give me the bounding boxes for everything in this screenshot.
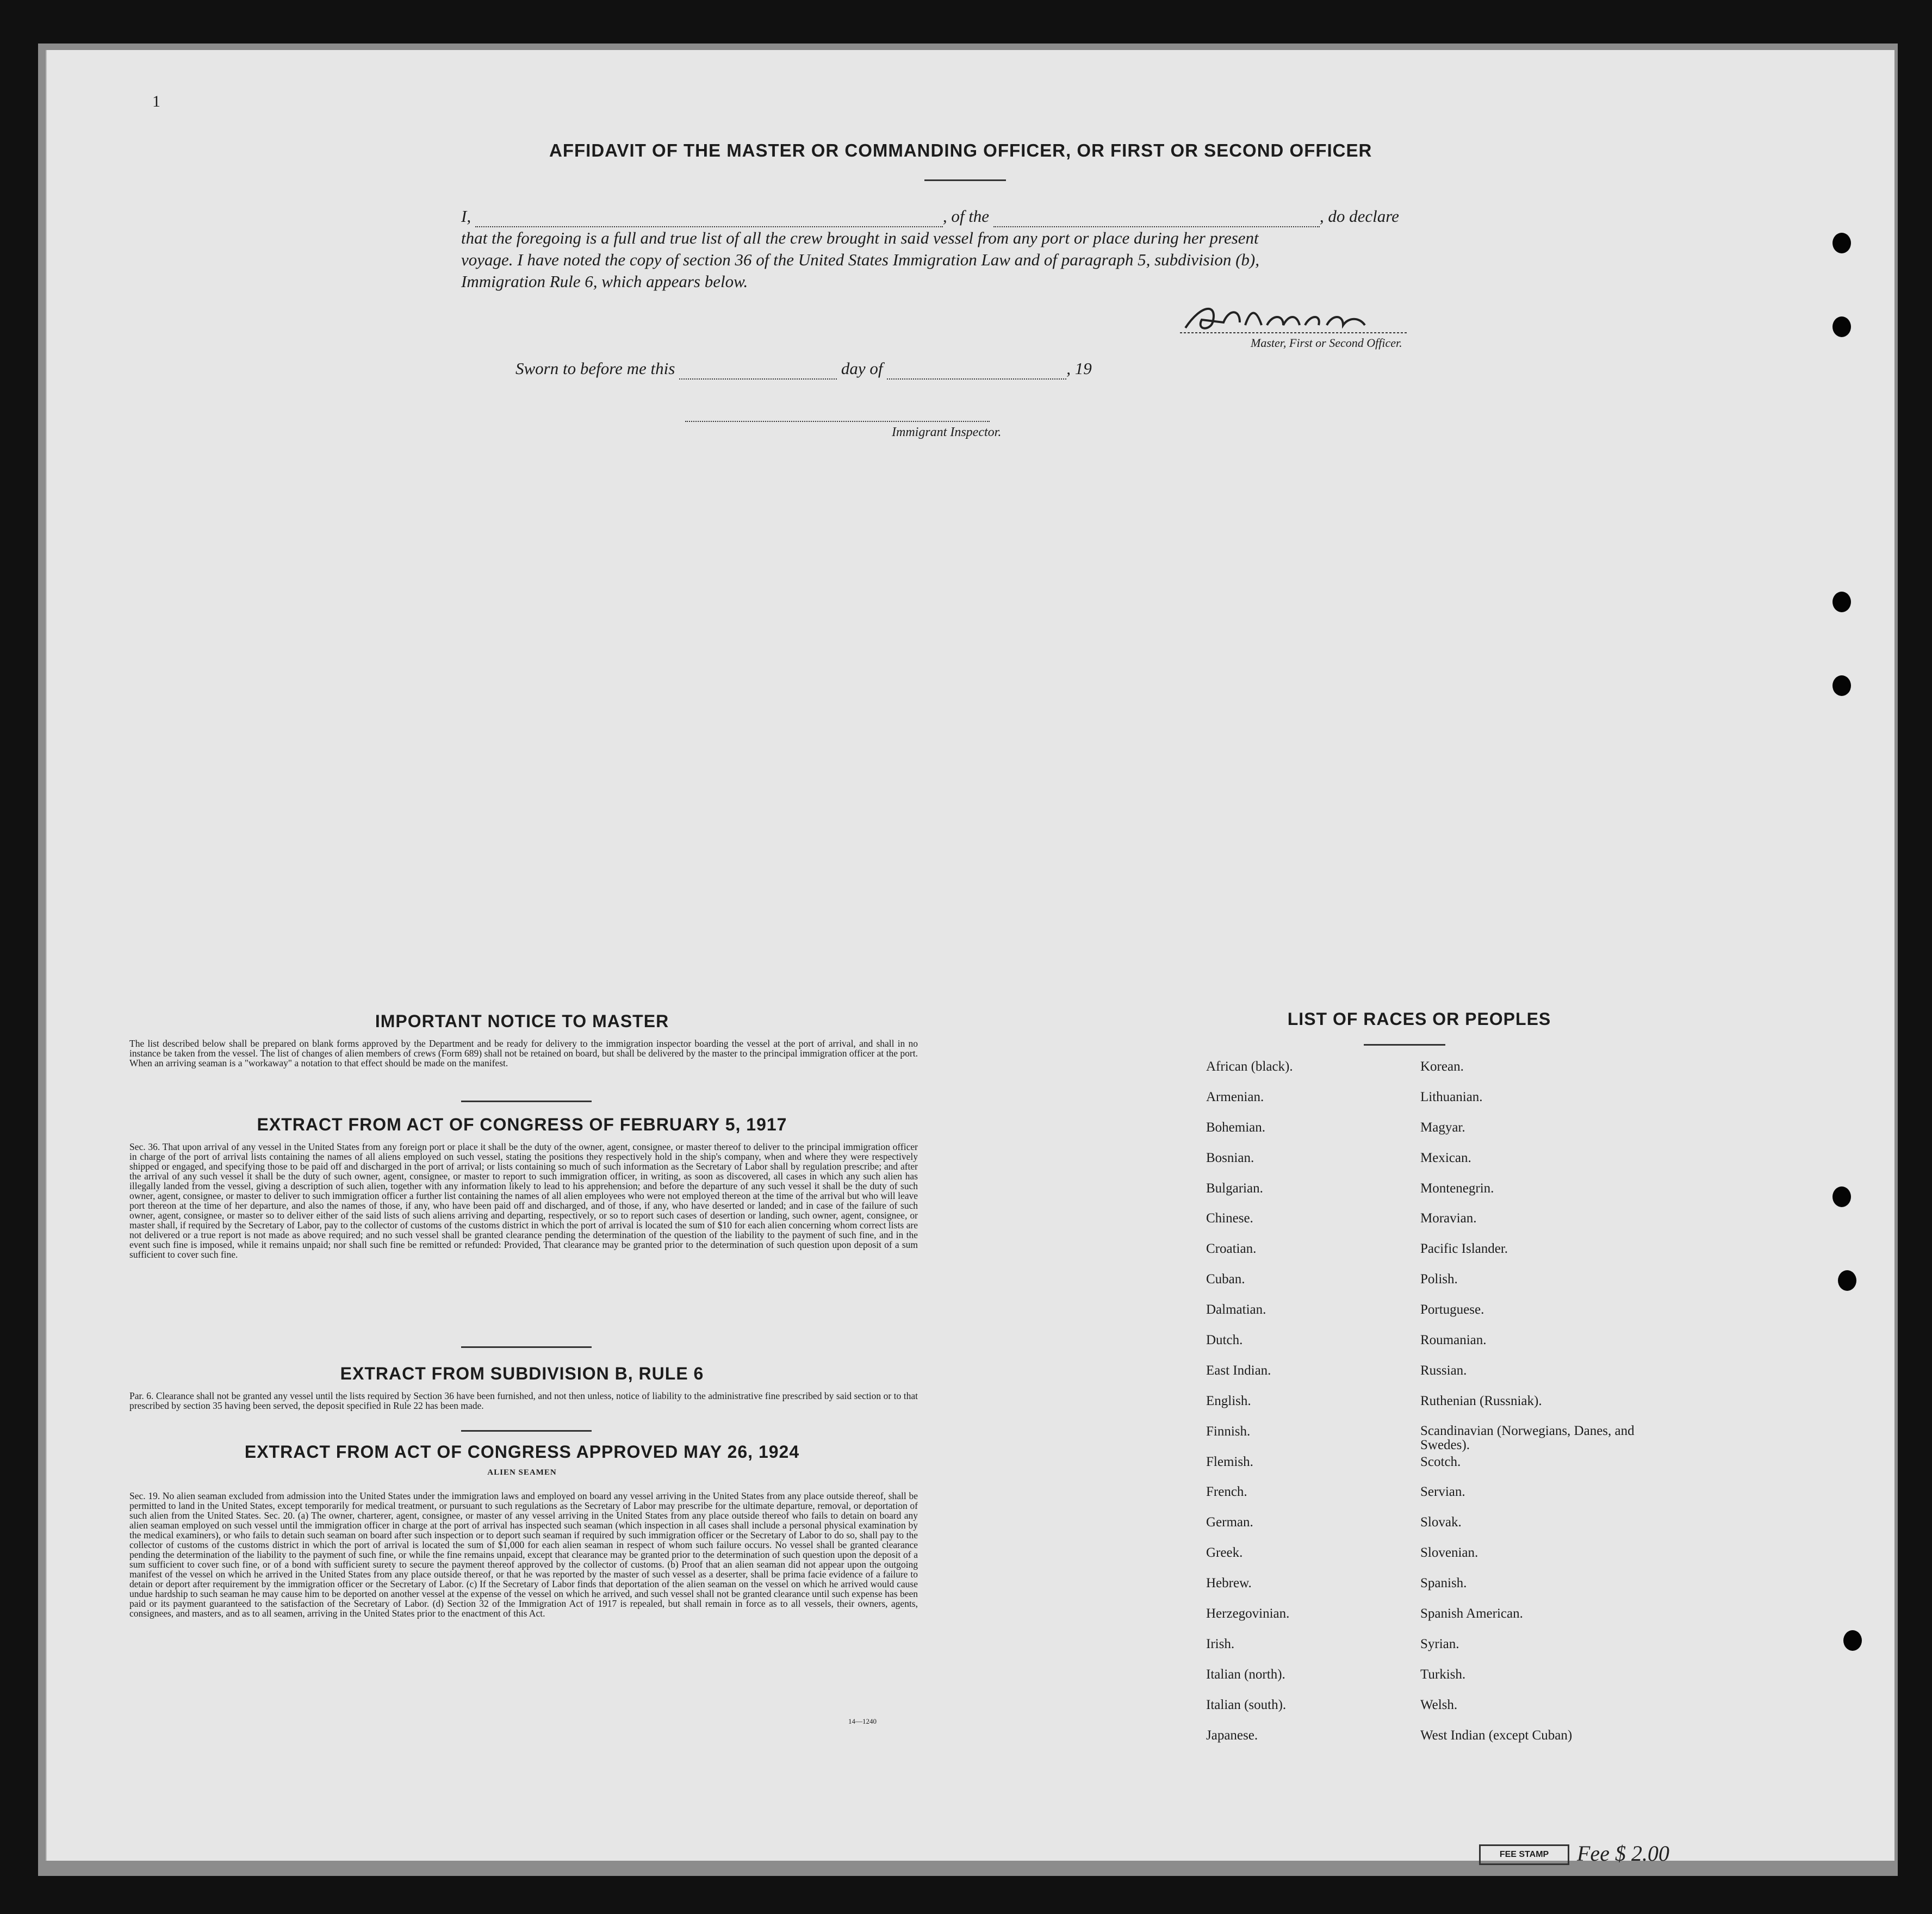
race-item: Polish. xyxy=(1420,1272,1458,1287)
race-item: African (black). xyxy=(1206,1059,1293,1074)
race-item: Welsh. xyxy=(1420,1697,1458,1712)
divider xyxy=(461,1101,592,1102)
declaration-line-4: Immigration Rule 6, which appears below. xyxy=(461,272,748,291)
punch-hole xyxy=(1832,1186,1851,1207)
race-item: Cuban. xyxy=(1206,1272,1245,1287)
race-item: Bulgarian. xyxy=(1206,1180,1263,1196)
punch-hole xyxy=(1832,233,1851,253)
punch-hole xyxy=(1832,316,1851,337)
signature-caption: Master, First or Second Officer. xyxy=(1251,336,1402,350)
declaration-line-2: that the foregoing is a full and true list of all the crew brought in said vessel from any port or place during her present xyxy=(461,228,1259,247)
declarant-label: I, xyxy=(461,207,471,226)
race-item: French. xyxy=(1206,1484,1247,1500)
race-item: Mexican. xyxy=(1420,1150,1471,1165)
inspector-signature-field[interactable] xyxy=(685,406,990,422)
race-item: Dalmatian. xyxy=(1206,1302,1266,1318)
race-item: Greek. xyxy=(1206,1545,1243,1561)
race-item: Montenegrin. xyxy=(1420,1180,1494,1196)
race-item: Croatian. xyxy=(1206,1241,1257,1257)
extract-1917-title: EXTRACT FROM ACT OF CONGRESS OF FEBRUARY 5, 1917 xyxy=(257,1115,787,1134)
race-item: Servian. xyxy=(1420,1484,1465,1500)
race-item: Slovenian. xyxy=(1420,1545,1478,1561)
race-item: German. xyxy=(1206,1515,1253,1530)
declarant-name-field[interactable] xyxy=(475,211,943,227)
race-item: Herzegovinian. xyxy=(1206,1606,1290,1621)
divider xyxy=(461,1346,592,1348)
race-item: Finnish. xyxy=(1206,1424,1251,1439)
race-item: Syrian. xyxy=(1420,1636,1459,1651)
race-item: Korean. xyxy=(1420,1059,1464,1074)
sworn-day-field[interactable] xyxy=(679,363,837,380)
race-item: Hebrew. xyxy=(1206,1576,1252,1591)
race-item: Scandinavian (Norwegians, Danes, and Swedes). xyxy=(1420,1423,1635,1452)
race-item: Spanish American. xyxy=(1420,1606,1523,1621)
master-signature xyxy=(1180,298,1408,336)
day-of-label: day of xyxy=(841,359,883,378)
extract-1924-subtitle: ALIEN SEAMEN xyxy=(487,1468,557,1477)
inspector-label: Immigrant Inspector. xyxy=(892,425,1002,439)
race-item: Chinese. xyxy=(1206,1211,1253,1226)
race-item: Bohemian. xyxy=(1206,1120,1266,1135)
race-item: Armenian. xyxy=(1206,1089,1264,1104)
notice-body: The list described below shall be prepared on blank forms approved by the Department and be ready for delivery to the immigration inspector boarding the vessel at the port of arrival, and shall in no instance be taken from the vessel. The list of changes of alien members of crews (Form 689) shall not be retained on board, but shall be delivered by the master to the principal immigration officer at the port. When an arriving seaman is a "workaway" a notation to that effect should be made on the manifest. xyxy=(129,1038,918,1068)
race-item: English. xyxy=(1206,1393,1251,1408)
sworn-line xyxy=(515,358,1549,380)
races-title: LIST OF RACES OR PEOPLES xyxy=(1287,1009,1551,1029)
race-item: Russian. xyxy=(1420,1363,1467,1378)
declaration-line-1 xyxy=(461,206,1494,227)
punch-hole xyxy=(1838,1270,1856,1291)
punch-hole xyxy=(1843,1630,1862,1651)
race-item: Lithuanian. xyxy=(1420,1089,1483,1104)
notice-title: IMPORTANT NOTICE TO MASTER xyxy=(375,1011,669,1031)
fee-stamp: FEE STAMP xyxy=(1479,1844,1569,1865)
extract-1924-title: EXTRACT FROM ACT OF CONGRESS APPROVED MAY 26, 1924 xyxy=(244,1442,800,1462)
race-item: Italian (north). xyxy=(1206,1667,1285,1682)
race-item: West Indian (except Cuban) xyxy=(1420,1727,1573,1743)
race-item: Ruthenian (Russniak). xyxy=(1420,1393,1542,1408)
divider xyxy=(924,179,1006,181)
race-item: Bosnian. xyxy=(1206,1150,1254,1165)
corner-mark: 1 xyxy=(152,92,160,110)
form-number: 14—1240 xyxy=(848,1717,877,1725)
vessel-label: , of the xyxy=(942,207,990,226)
race-item: East Indian. xyxy=(1206,1363,1271,1378)
race-item: Slovak. xyxy=(1420,1515,1462,1530)
race-item: Spanish. xyxy=(1420,1576,1467,1591)
races-right-column xyxy=(1420,1059,1638,1758)
fee-handwritten: Fee $ 2.00 xyxy=(1577,1841,1669,1866)
year-label: , 19 xyxy=(1066,359,1092,378)
race-item: Moravian. xyxy=(1420,1211,1477,1226)
punch-hole xyxy=(1832,675,1851,696)
declare-label: , do declare xyxy=(1319,207,1399,226)
race-item: Pacific Islander. xyxy=(1420,1241,1508,1257)
race-item: Irish. xyxy=(1206,1636,1235,1651)
race-item: Roumanian. xyxy=(1420,1333,1487,1348)
divider xyxy=(461,1430,592,1432)
sworn-label: Sworn to before me this xyxy=(515,359,675,378)
rule6-title: EXTRACT FROM SUBDIVISION B, RULE 6 xyxy=(340,1364,704,1383)
declaration-line-3: voyage. I have noted the copy of section 36 of the United States Immigration Law and of paragraph 5, subdivision (b), xyxy=(461,250,1259,269)
race-item: Turkish. xyxy=(1420,1667,1466,1682)
race-item: Italian (south). xyxy=(1206,1697,1287,1712)
extract-1917-body: Sec. 36. That upon arrival of any vessel in the United States from any foreign port or place it shall be the duty of the owner, agent, consignee, or master thereof to deliver to the principal immigration officer in charge of the port of arrival lists containing the names of all aliens employed on such vessel, stating the positions they respectively hold in the ship's company, when and where they were respectively shipped or engaged, and specifying those to be paid off and discharged in the port of arrival; or lists containing so much of such information as the Secretary of Labor shall by regulation prescribe; and after the arrival of any such vessel it shall be the duty of such owner, agent, consignee, or master to report to such immigration officer, in writing, as soon as discovered, all cases in which any such alien has illegally landed from the vessel, giving a description of such alien, together with any information likely to lead to his apprehension; and before the departure of any such vessel it shall be the duty of such owner, agent, consignee, or master to deliver to such immigration officer a further list containing the names of all alien employees who were not employed thereon at the time of the arrival but who will leave port thereon at the time of her departure, and also the names of those, if any, who have been paid off and discharged, and of those, if any, who have deserted or landed; and in case of the failure of such owner, agent, consignee, or master so to deliver either of the said lists of such aliens arriving and departing, respectively, or so to report such cases of desertion or landing, such owner, agent, consignee, or master shall, if required by the Secretary of Labor, pay to the collector of customs of the customs district in which the port of arrival is located the sum of $10 for each alien concerning whom correct lists are not delivered or a true report is not made as above required; and no such vessel shall be granted clearance pending the determination of the question of the liability to the payment of such fine, and in the event such fine is imposed, while it remains unpaid; nor shall such fine be remitted or refunded: Provided, That clearance may be granted prior to the determination of such question upon deposit of a sum sufficient to cover such fine. xyxy=(129,1141,918,1260)
extract-1924-body: Sec. 19. No alien seaman excluded from admission into the United States under the immigration laws and employed on board any vessel arriving in the United States from any place outside thereof, shall be permitted to land in the United States, except temporarily for medical treatment, or pursuant to such regulations as the Secretary of Labor may prescribe for the ultimate departure, removal, or deportation of such alien from the United States. Sec. 20. (a) The owner, charterer, agent, consignee, or master of any vessel arriving in the United States from any place outside thereof who fails to detain on board any alien seaman employed on such vessel until the immigration officer in charge at the port of arrival has inspected such seaman (which inspection in all cases shall include a personal physical examination by the medical examiners), or who fails to detain such seaman on board after such inspection or to deport such seaman if required by such immigration officer or the Secretary of Labor to do so, shall pay to the collector of customs of the customs district in which the port of arrival is located the sum of $1,000 for each alien seaman in respect of whom such failure occurs. No vessel shall be granted clearance pending the determination of the liability to the payment of such fine, or while the fine remains unpaid, except that clearance may be granted prior to the determination of such question upon the deposit of a sum sufficient to cover such fine, or of a bond with sufficient surety to secure the payment thereof approved by the collector of customs. (b) Proof that an alien seaman did not appear upon the outgoing manifest of the vessel on which he arrived in the United States from any place outside thereof, or that he was reported by the master of such vessel as a deserter, shall be prima facie evidence of a failure to detain or deport after requirement by the immigration officer or the Secretary of Labor. (c) If the Secretary of Labor finds that deportation of the alien seaman on the vessel on which he arrived would cause undue hardship to such seaman he may cause him to be deported on another vessel at the expense of the vessel on which he arrived, and such vessel shall not be granted clearance until such expense has been paid or its payment guaranteed to the satisfaction of the Secretary of Labor. (d) Section 32 of the Immigration Act of 1917 is repealed, but shall remain in force as to all vessels, their owners, agents, consignees, and masters, and as to all seamen, arriving in the United States prior to the enactment of this Act. xyxy=(129,1490,918,1619)
vessel-name-field[interactable] xyxy=(993,211,1320,227)
punch-hole xyxy=(1832,592,1851,612)
race-item: Scotch. xyxy=(1420,1454,1461,1469)
race-item: Flemish. xyxy=(1206,1454,1253,1469)
sworn-month-field[interactable] xyxy=(887,363,1066,380)
races-left-column xyxy=(1206,1059,1293,1758)
race-item: Portuguese. xyxy=(1420,1302,1484,1318)
affidavit-title: AFFIDAVIT OF THE MASTER OR COMMANDING OFFICER, OR FIRST OR SECOND OFFICER xyxy=(549,140,1372,160)
divider xyxy=(1364,1044,1445,1046)
rule6-body: Par. 6. Clearance shall not be granted any vessel until the lists required by Section 36 have been furnished, and not then unless, notice of liability to the administrative fine prescribed by said section or to that prescribed by section 35 having been served, the deposit specified in Rule 22 has been made. xyxy=(129,1390,918,1411)
race-item: Dutch. xyxy=(1206,1333,1243,1348)
race-item: Magyar. xyxy=(1420,1120,1465,1135)
race-item: Japanese. xyxy=(1206,1727,1258,1743)
